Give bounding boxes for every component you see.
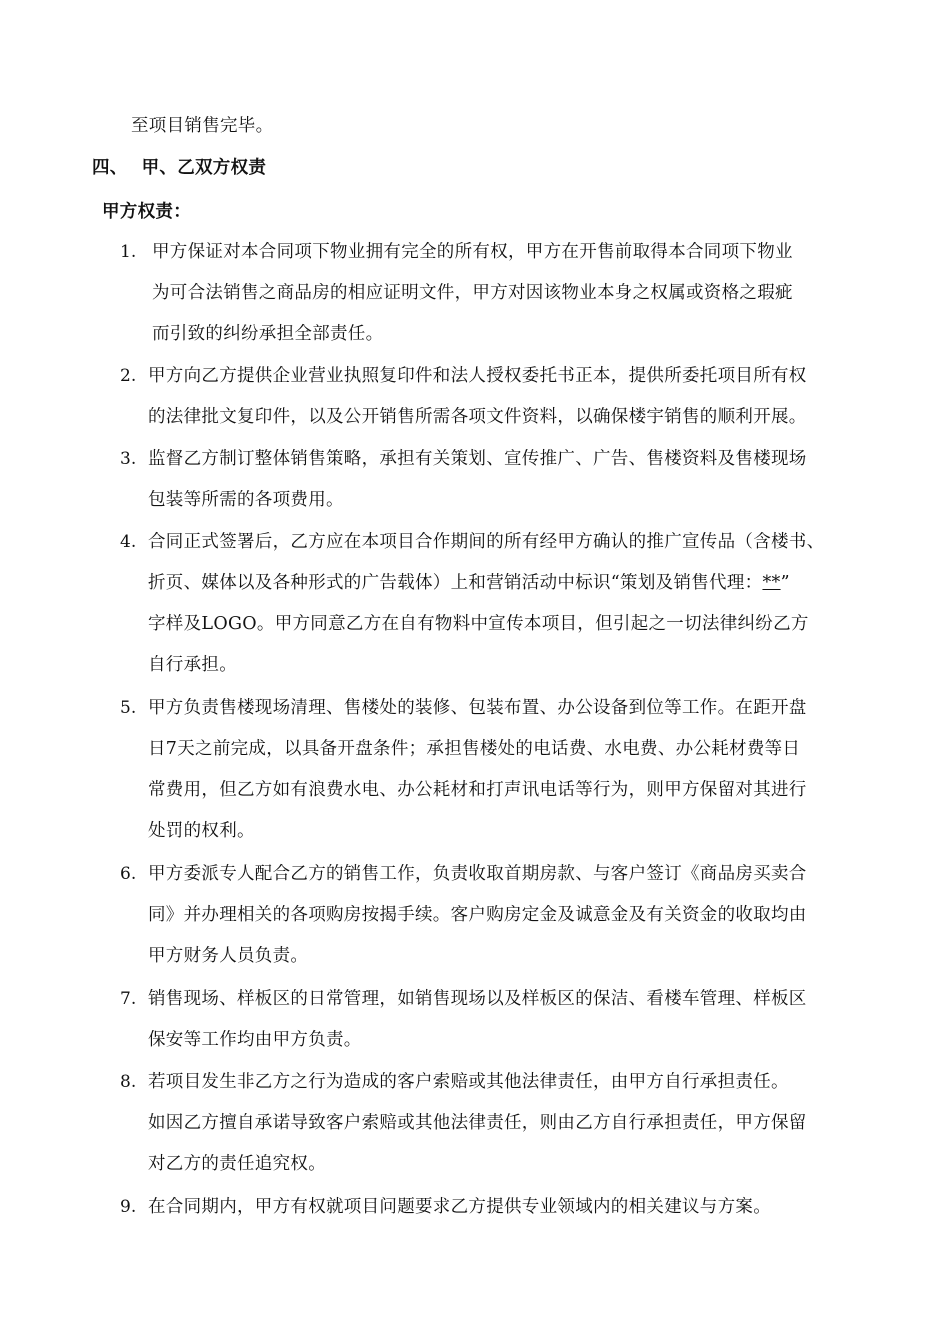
section-heading [92, 156, 266, 180]
item-number: 4. [120, 532, 137, 552]
item-text: 包装等所需的各项费用。 [148, 490, 344, 510]
item-text [148, 571, 790, 595]
item-text: 如因乙方擅自承诺导致客户索赔或其他法律责任，则由乙方自行承担责任，甲方保留 [148, 1113, 807, 1133]
item-text: 而引致的纠纷承担全部责任。 [152, 324, 384, 344]
item-text: 销售现场、样板区的日常管理，如销售现场以及样板区的保洁、看楼车管理、样板区 [148, 989, 807, 1009]
item-text: 自行承担。 [148, 655, 237, 675]
continuation-text: 至项目销售完毕。 [131, 116, 274, 136]
closing-quote: ” [780, 573, 790, 593]
item-text: 保安等工作均由甲方负责。 [148, 1030, 362, 1050]
item-text: 常费用，但乙方如有浪费水电、办公耗材和打声讯电话等行为，则甲方保留对其进行 [148, 780, 807, 800]
item-text: 合同正式签署后，乙方应在本项目合作期间的所有经甲方确认的推广宣传品（含楼书、 [148, 532, 825, 552]
item-number: 9. [120, 1197, 137, 1217]
item-text: 监督乙方制订整体销售策略，承担有关策划、宣传推广、广告、售楼资料及售楼现场 [148, 449, 807, 469]
item-text: 甲方财务人员负责。 [148, 946, 309, 966]
subheading: 甲方权责： [102, 202, 191, 222]
item-text: 的法律批文复印件，以及公开销售所需各项文件资料，以确保楼宇销售的顺利开展。 [148, 407, 807, 427]
item-text: 若项目发生非乙方之行为造成的客户索赔或其他法律责任，由甲方自行承担责任。 [148, 1072, 789, 1092]
section-number: 四、 [92, 158, 128, 178]
item-text: 对乙方的责任追究权。 [148, 1154, 326, 1174]
item-text: 处罚的权利。 [148, 821, 255, 841]
item-number: 7. [120, 989, 137, 1009]
item-number: 2. [120, 366, 137, 386]
agent-name-placeholder: ** [762, 573, 781, 593]
item-text: 甲方委派专人配合乙方的销售工作，负责收取首期房款、与客户签订《商品房买卖合 [148, 864, 807, 884]
item-text-segment: 折页、媒体以及各种形式的广告载体）上和营销活动中标识“策划及销售代理： [148, 573, 763, 593]
item-number: 1. [120, 242, 137, 262]
item-text: 甲方负责售楼现场清理、售楼处的装修、包装布置、办公设备到位等工作。在距开盘 [148, 698, 807, 718]
item-number: 5. [120, 698, 137, 718]
item-number: 6. [120, 864, 137, 884]
item-text: 为可合法销售之商品房的相应证明文件，甲方对因该物业本身之权属或资格之瑕疵 [152, 283, 793, 303]
item-text: 日7天之前完成，以具备开盘条件；承担售楼处的电话费、水电费、办公耗材费等日 [148, 739, 801, 759]
item-text: 甲方向乙方提供企业营业执照复印件和法人授权委托书正本，提供所委托项目所有权 [148, 366, 807, 386]
item-text: 同》并办理相关的各项购房按揭手续。客户购房定金及诚意金及有关资金的收取均由 [148, 905, 807, 925]
item-text: 在合同期内，甲方有权就项目问题要求乙方提供专业领域内的相关建议与方案。 [148, 1197, 771, 1217]
item-number: 8. [120, 1072, 137, 1092]
item-text: 字样及LOGO。甲方同意乙方在自有物料中宣传本项目，但引起之一切法律纠纷乙方 [148, 614, 809, 634]
item-number: 3. [120, 449, 137, 469]
item-text: 甲方保证对本合同项下物业拥有完全的所有权，甲方在开售前取得本合同项下物业 [152, 242, 793, 262]
section-title: 甲、乙双方权责 [141, 158, 267, 178]
